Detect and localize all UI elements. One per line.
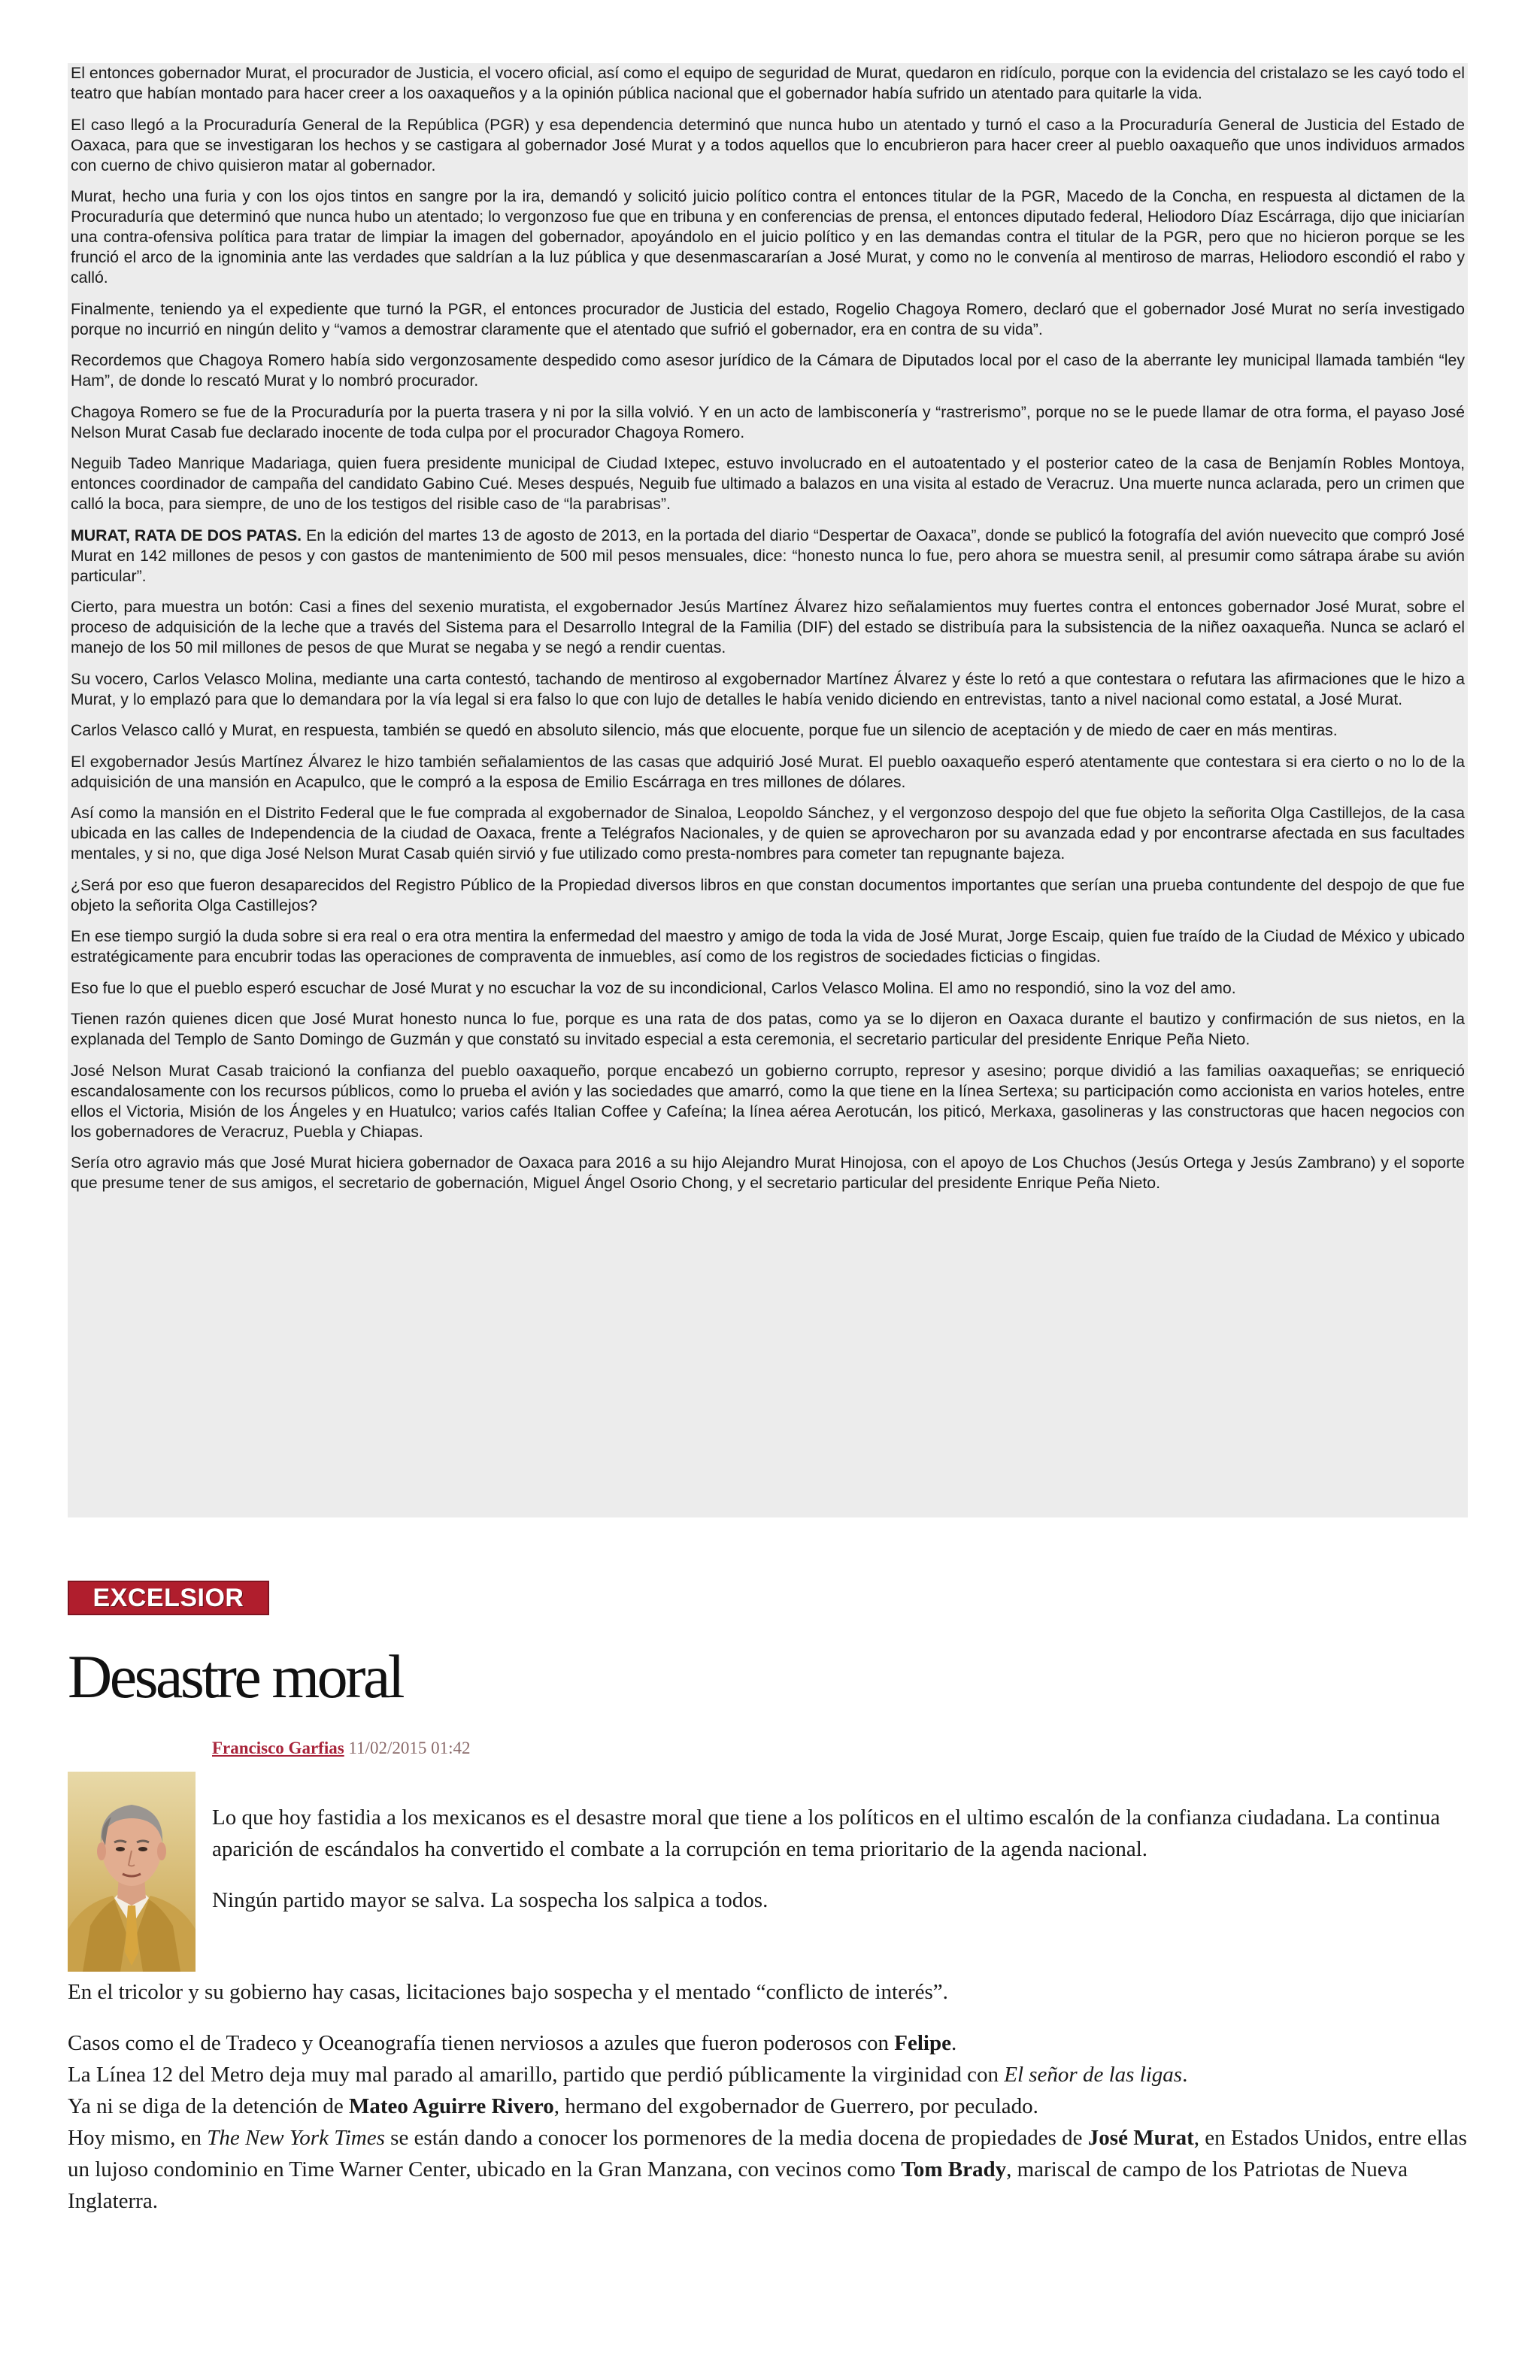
text-segment: , mariscal de campo de los Patriotas de Nueva Inglaterra.: [68, 2157, 1408, 2213]
paragraph: En ese tiempo surgió la duda sobre si era real o era otra mentira la enfermedad del maestro y amigo de toda la vida de José Murat, Jorge Escaip, quien fue traído de la Ciudad de México y ubicado estratégicamente para encubrir todas las operaciones de compraventa de inmuebles, así como de los registros de sociedades ficticias o fingidas.: [71, 927, 1465, 966]
byline: [212, 1739, 470, 1758]
paragraph: El exgobernador Jesús Martínez Álvarez le hizo también señalamientos de las casas que adquirió José Murat. El pueblo oaxaqueño esperó atentamente que contestara si era cierto o no lo de la adquisición de una mansión en Acapulco, que le compró a la esposa de Emilio Escárraga en tres millones de dólares.: [71, 752, 1465, 791]
text-segment: Hoy mismo, en: [68, 2126, 208, 2150]
article-continuation: [68, 63, 1468, 1517]
paragraph: Neguib Tadeo Manrique Madariaga, quien fuera presidente municipal de Ciudad Ixtepec, estuvo involucrado en el autoatentado y el posterior cateo de la casa de Benjamín Robles Montoya, entonces coordinador de campaña del candidato Gabino Cué. Meses después, Neguib fue ultimado a balazos en una visita al estado de Veracruz. Una muerte nunca aclarada, pero un crimen que calló la boca, para siempre, de uno de los testigos del risible caso de “la parabrisas”.: [71, 454, 1465, 513]
bold-name: José Murat: [1087, 2126, 1194, 2150]
italic-title: El señor de las ligas: [1004, 2063, 1183, 2087]
paragraph: Tienen razón quienes dicen que José Murat honesto nunca lo fue, porque es una rata de dos patas, como ya se lo dijeron en Oaxaca durante el bautizo y confirmación de sus nietos, en la explanada del Templo de Santo Domingo de Guzmán y que constató su invitado especial a esta ceremonia, el secretario particular del presidente Enrique Peña Nieto.: [71, 1010, 1465, 1048]
paragraph: Ningún partido mayor se salva. La sospecha los salpica a todos.: [212, 1888, 768, 1912]
text-line: [68, 2122, 1474, 2217]
article-headline: Desastre moral: [68, 1642, 403, 1711]
text-line: [68, 2090, 1474, 2122]
paragraph: ¿Será por eso que fueron desaparecidos del Registro Público de la Propiedad diversos libros en que constan documentos importantes que serían una prueba contundente del despojo de que fue objeto la señorita Olga Castillejos?: [71, 875, 1465, 914]
text-segment: .: [950, 2031, 957, 2055]
text-segment: , en Estados Unidos, entre ellas un lujoso condominio en Time Warner Center, ubicado en la Gran Manzana, con vecinos como: [68, 2126, 1467, 2181]
paragraph: Chagoya Romero se fue de la Procuraduría por la puerta trasera y ni por la silla volvió. Y en un acto de lambisconería y “rastrerismo”, porque no se le puede llamar de otra forma, el payaso José Nelson Murat Casab fue declarado inocente de toda culpa por el procurador Chagoya Romero.: [71, 402, 1465, 441]
paragraph: Murat, hecho una furia y con los ojos tintos en sangre por la ira, demandó y solicitó juicio político contra el entonces titular de la PGR, Macedo de la Concha, en respuesta al dictamen de la Procuraduría que determinó que nunca hubo un atentado; lo vergonzoso fue que en tribuna y en conferencias de prensa, el entonces diputado federal, Heliodoro Díaz Escárraga, dijo que iniciarían una contra-ofensiva política para tratar de limpiar la imagen del gobernador, apoyándolo en el juicio político y en las demandas contra el titular de la PGR, pero que no hicieron porque se les frunció el arco de la ignominia ante las verdades que saldrían a la luz pública y que desenmascararían a José Murat, y como no le convenía al mentiroso de marras, Heliodoro escondió el rabo y calló.: [71, 187, 1465, 287]
paragraph: Sería otro agravio más que José Murat hiciera gobernador de Oaxaca para 2016 a su hijo Alejandro Murat Hinojosa, con el apoyo de Los Chuchos (Jesús Ortega y Jesús Zambrano) y el soporte que presume tener de sus amigos, el secretario de gobernación, Miguel Ángel Osorio Chong, y el secretario particular del presidente Enrique Peña Nieto.: [71, 1154, 1465, 1192]
bold-name: Tom Brady: [901, 2157, 1007, 2181]
text-line: [68, 2059, 1474, 2090]
logo-text: EXCELSIOR: [92, 1583, 244, 1612]
paragraph: En el tricolor y su gobierno hay casas, licitaciones bajo sospecha y el mentado “conflicto de interés”.: [68, 1980, 948, 2004]
article-body: [68, 1976, 1474, 2236]
bold-name: Felipe: [894, 2031, 951, 2055]
text-line: [68, 2027, 1474, 2059]
article-intro: [212, 1802, 1445, 1936]
text-segment: Ya ni se diga de la detención de: [68, 2094, 349, 2118]
author-link[interactable]: Francisco Garfias: [212, 1739, 344, 1757]
text-segment: Casos como el de Tradeco y Oceanografía tienen nerviosos a azules que fueron poderosos con: [68, 2031, 895, 2055]
paragraph: José Nelson Murat Casab traicionó la confianza del pueblo oaxaqueño, porque encabezó un gobierno corrupto, represor y asesino; porque dividió a las familias oaxaqueñas; se enriqueció escandalosamente con los recursos públicos, como lo prueba el avión y las sociedades que amarró, como la que tiene en la línea Sertexa; su participación como accionista en varios hoteles, entre ellos el Victoria, Misión de los Ángeles y en Huatulco; varios cafés Italian Coffee y Cafeína; la línea aérea Aerotucán, los piticó, Merkaxa, gasolineras y las constructoras que hacen negocios con los gobernadores de Veracruz, Puebla y Chiapas.: [71, 1061, 1465, 1141]
paragraph: Su vocero, Carlos Velasco Molina, mediante una carta contestó, tachando de mentiroso al exgobernador Martínez Álvarez y éste lo retó a que contestara o refutara las afirmaciones que le hizo a Murat, y lo emplazó para que lo demandara por la vía legal si era falso lo que con lujo de detalles le había venido diciendo en entrevistas, tanto a nivel nacional como estatal, a José Murat.: [71, 669, 1465, 708]
paragraph-group: [68, 2027, 1474, 2217]
paragraph: Recordemos que Chagoya Romero había sido vergonzosamente despedido como asesor jurídico de la Cámara de Diputados local por el caso de la aberrante ley municipal llamada también “ley Ham”, de donde lo rescató Murat y lo nombró procurador.: [71, 351, 1465, 390]
paragraph: Eso fue lo que el pueblo esperó escuchar de José Murat y no escuchar la voz de su incondicional, Carlos Velasco Molina. El amo no respondió, sino la voz del amo.: [71, 978, 1236, 997]
author-portrait-icon: [68, 1772, 196, 1972]
paragraph: Carlos Velasco calló y Murat, en respuesta, también se quedó en absoluto silencio, más que elocuente, porque fue un silencio de aceptación y de miedo de caer en más mentiras.: [71, 721, 1338, 739]
section-lead: MURAT, RATA DE DOS PATAS.: [71, 526, 302, 544]
paragraph: El caso llegó a la Procuraduría General de la República (PGR) y esa dependencia determinó que nunca hubo un atentado y turnó el caso a la Procuraduría General de Justicia del Estado de Oaxaca, para que se investigaran los hechos y se castigara al gobernador José Murat y a todos aquellos que lo encubrieron para hacer creer al pueblo oaxaqueño que unos individuos armados con cuerno de chivo quisieron matar al gobernador.: [71, 115, 1465, 174]
text-segment: se están dando a conocer los pormenores de la media docena de propiedades de: [384, 2126, 1088, 2150]
paragraph-with-lead: [71, 526, 1465, 587]
paragraph: Cierto, para muestra un botón: Casi a fines del sexenio muratista, el exgobernador Jesús Martínez Álvarez hizo señalamientos muy fuertes contra el entonces gobernador José Murat, sobre el proceso de adquisición de la leche que a través del Sistema para el Desarrollo Integral de la Familia (DIF) del estado se distribuía para la subsistencia de la niñez oaxaqueña. Nunca se aclaró el manejo de los 50 mil millones de pesos de que Murat se negaba y se negó a rendir cuentas.: [71, 598, 1465, 656]
paragraph: Así como la mansión en el Distrito Federal que le fue comprada al exgobernador de Sinaloa, Leopoldo Sánchez, y el vergonzoso despojo del que fue objeto la señorita Olga Castillejos, de la casa ubicada en las calles de Independencia de la ciudad de Oaxaca, frente a Telégrafos Nacionales, y de quien se aprovecharon por su avanzada edad y por encontrarse afectada en sus facultades mentales, y si no, que diga José Nelson Murat Casab quién sirvió y fue utilizado como presta-nombres para cometer tan repugnante bajeza.: [71, 804, 1465, 863]
bold-name: Mateo Aguirre Rivero: [348, 2094, 554, 2118]
paragraph: Finalmente, teniendo ya el expediente que turnó la PGR, el entonces procurador de Justicia del estado, Rogelio Chagoya Romero, declaró que el gobernador José Murat no sería investigado porque no incurrió en ningún delito y “vamos a demostrar claramente que el atentado que sufrió el gobernador, era en contra de su vida”.: [71, 299, 1465, 338]
author-photo: [68, 1772, 196, 1972]
paragraph-text: En la edición del martes 13 de agosto de 2013, en la portada del diario “Despertar de Oaxaca”, donde se publicó la fotografía del avión nuevecito que compró José Murat en 142 millones de pesos y con gastos de mantenimiento de 500 mil pesos mensuales, dice: “honesto nunca lo fue, pero ahora se muestra senil, al presumir como sátrapa árabe su avión particular”.: [71, 526, 1465, 585]
publish-datetime: 11/02/2015 01:42: [348, 1739, 471, 1757]
excelsior-logo[interactable]: [68, 1581, 269, 1615]
paragraph: El entonces gobernador Murat, el procurador de Justicia, el vocero oficial, así como el equipo de seguridad de Murat, quedaron en ridículo, porque con la evidencia del cristalazo se les cayó todo el teatro que habían montado para hacer creer a los oaxaqueños y a la opinión pública nacional que el gobernador había sufrido un atentado para quitarle la vida.: [71, 64, 1465, 102]
italic-title: The New York Times: [207, 2126, 385, 2150]
text-segment: La Línea 12 del Metro deja muy mal parado al amarillo, partido que perdió públicamente la virginidad con: [68, 2063, 1005, 2087]
text-segment: .: [1182, 2063, 1188, 2087]
paragraph: Lo que hoy fastidia a los mexicanos es el desastre moral que tiene a los políticos en el ultimo escalón de la confianza ciudadana. La continua aparición de escándalos ha convertido el combate a la corrupción en tema prioritario de la agenda nacional.: [212, 1805, 1441, 1861]
text-segment: , hermano del exgobernador de Guerrero, por peculado.: [553, 2094, 1038, 2118]
